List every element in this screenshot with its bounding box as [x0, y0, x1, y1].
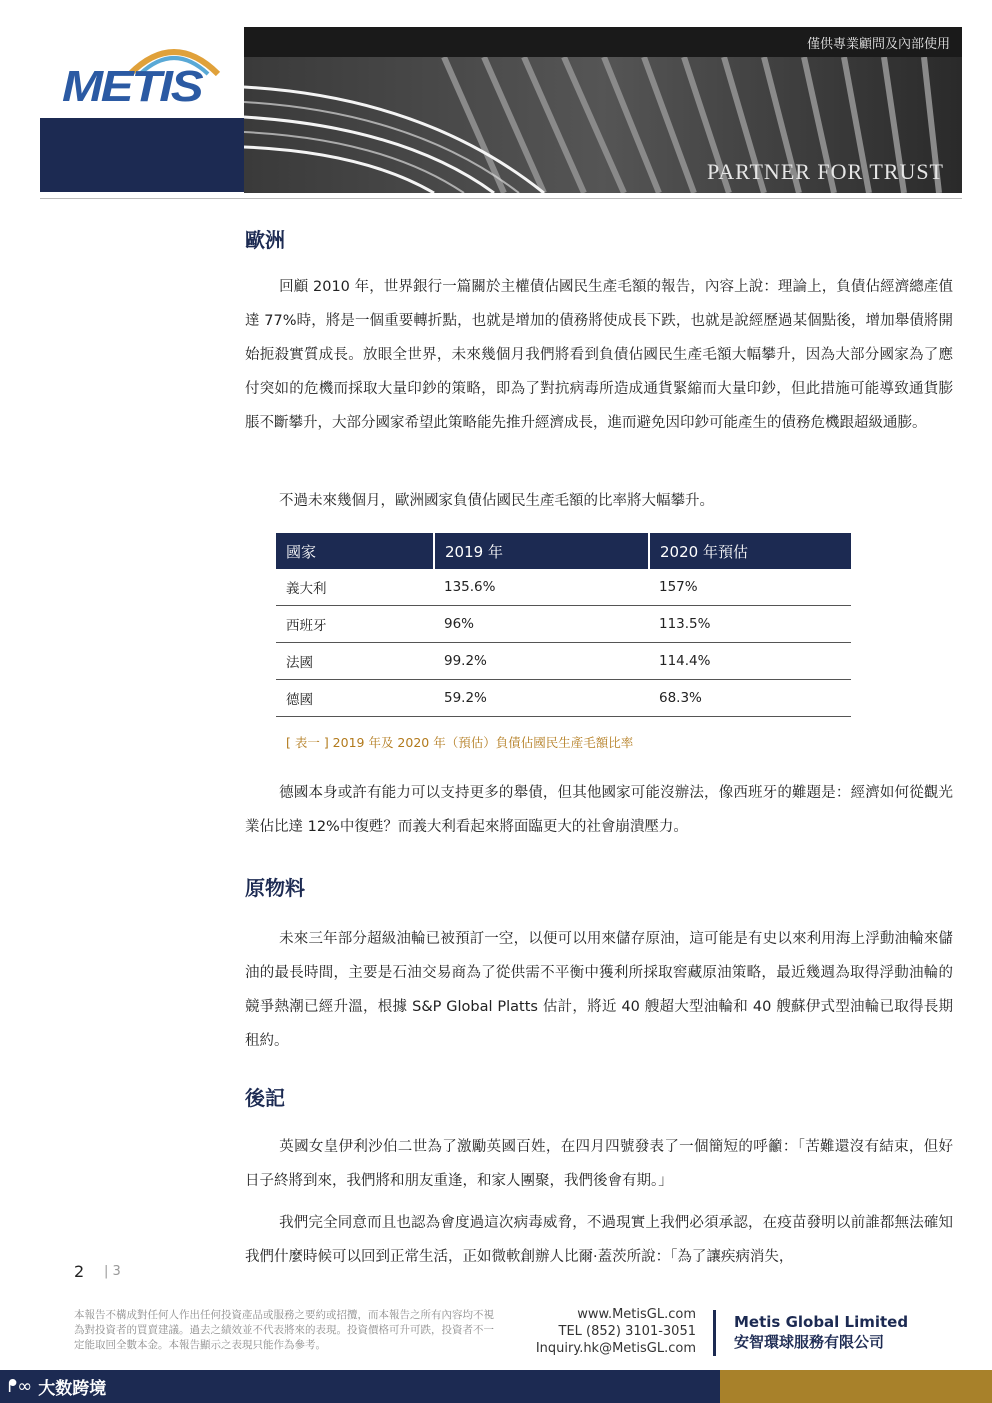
section-title-raw-materials: 原物料: [245, 876, 305, 900]
company-name-en: Metis Global Limited: [734, 1313, 909, 1331]
company-name-zh: 安智環球服務有限公司: [734, 1333, 885, 1351]
table-cell: 68.3%: [649, 680, 851, 717]
europe-paragraph-2: [245, 484, 953, 518]
header-banner: [244, 27, 962, 193]
telephone: TEL (852) 3101-3051: [558, 1324, 696, 1339]
table-cell: 德國: [276, 680, 434, 717]
metis-logo: [40, 36, 240, 116]
table-cell: 135.6%: [434, 569, 649, 606]
postscript-paragraph-2-text: 我們完全同意而且也認為會度過這次病毒威脅，不過現實上我們必須承認，在疫苗發明以前誰都無法確知我們什麼時候可以回到正常生活，正如微軟創辦人比爾·蓋茨所說：「為了讓疾病消失，: [245, 1215, 953, 1265]
table-cell: 99.2%: [434, 643, 649, 680]
table-row: [276, 569, 851, 606]
table-header-2020: 2020 年預估: [649, 533, 851, 569]
debt-to-gdp-table: [276, 533, 851, 717]
europe-paragraph-3-text: 德國本身或許有能力可以支持更多的舉債，但其他國家可能沒辦法，像西班牙的難題是：經濟如何從觀光業佔比達 12%中復甦？而義大利看起來將面臨更大的社會崩潰壓力。: [245, 785, 953, 835]
table-row: [276, 643, 851, 680]
europe-paragraph-1: [245, 270, 953, 440]
postscript-paragraph-1-text: 英國女皇伊利沙伯二世為了激勵英國百姓，在四月四號發表了一個簡短的呼籲：「苦難還沒有結束，但好日子終將到來，我們將和朋友重逢，和家人團聚，我們後會有期。」: [245, 1139, 953, 1189]
watermark: [8, 1373, 106, 1399]
disclaimer: 本報告不構成對任何人作出任何投資產品或服務之要約或招攬，而本報告之所有內容均不視為對投資者的買賣建議。過去之績效並不代表將來的表現。投資價格可升可跌，投資者不一定能取回全數本金。本報告顯示之表現只能作為參考。: [74, 1309, 494, 1351]
section-title-europe: 歐洲: [245, 228, 285, 252]
table-header-country: 國家: [276, 533, 434, 569]
table-cell: 96%: [434, 606, 649, 643]
table-cell: 114.4%: [649, 643, 851, 680]
company-name: [734, 1312, 908, 1352]
table-cell: 義大利: [276, 569, 434, 606]
footer-gold-bar: [720, 1370, 992, 1403]
logo-wordmark: METIS: [62, 62, 202, 111]
europe-paragraph-2-text: 不過未來幾個月，歐洲國家負債佔國民生產毛額的比率將大幅攀升。: [279, 493, 714, 509]
europe-paragraph-1-text: 回顧 2010 年，世界銀行一篇關於主權債佔國民生產毛額的報告，內容上說：理論上，負債佔經濟總產值達 77%時，將是一個重要轉折點，也就是增加的債務將使成長下跌，也就是說經歷過某個點後，增加舉債將開始扼殺實質成長。放眼全世界，未來幾個月我們將看到負債佔國民生產毛額大幅攀升，因為大部分國家為了應付突如的危機而採取大量印鈔的策略，即為了對抗病毒所造成通貨緊縮而大量印鈔，但此措施可能導致通貨膨脹不斷攀升，大部分國家希望此策略能先推升經濟成長，進而避免因印鈔可能產生的債務危機跟超級通膨。: [245, 279, 953, 431]
banner-slogan: PARTNER FOR TRUST: [707, 159, 944, 184]
table-cell: 113.5%: [649, 606, 851, 643]
table-cell: 法國: [276, 643, 434, 680]
email-link[interactable]: Inquiry.hk@MetisGL.com: [535, 1341, 696, 1356]
table-caption: [ 表一 ] 2019 年及 2020 年（預估）負債佔國民生產毛額比率: [286, 735, 634, 750]
table-header-2019: 2019 年: [434, 533, 649, 569]
page-total: | 3: [104, 1264, 121, 1279]
website-link[interactable]: www.MetisGL.com: [577, 1307, 696, 1322]
table-cell: 59.2%: [434, 680, 649, 717]
watermark-logo-icon: ᖰ∞: [8, 1375, 33, 1397]
section-title-postscript: 後記: [245, 1086, 285, 1110]
table-cell: 157%: [649, 569, 851, 606]
postscript-paragraph-1: [245, 1130, 953, 1198]
contact-block: [536, 1306, 696, 1357]
table-row: [276, 606, 851, 643]
header-divider: [40, 198, 962, 199]
europe-paragraph-3: [245, 776, 953, 844]
raw-materials-paragraph: [245, 922, 953, 1058]
postscript-paragraph-2: [245, 1206, 953, 1274]
footer-navy-bar: [0, 1370, 720, 1403]
watermark-text: 大数跨境: [38, 1378, 107, 1399]
table-header-row: [276, 533, 851, 569]
table-cell: 西班牙: [276, 606, 434, 643]
internal-use-note: 僅供專業顧問及內部使用: [806, 37, 950, 52]
page-number: 2: [74, 1262, 85, 1281]
contact-divider: [713, 1310, 716, 1356]
table-row: [276, 680, 851, 717]
raw-materials-paragraph-text: 未來三年部分超級油輪已被預訂一空，以便可以用來儲存原油，這可能是有史以來利用海上浮動油輪來儲油的最長時間，主要是石油交易商為了從供需不平衡中獲利所採取窖藏原油策略，最近幾週為取得浮動油輪的競爭熱潮已經升溫，根據 S&P Global Platts 估計，將近 40 艘超大型油輪和 40 艘蘇伊式型油輪已取得長期租約。: [245, 931, 953, 1049]
